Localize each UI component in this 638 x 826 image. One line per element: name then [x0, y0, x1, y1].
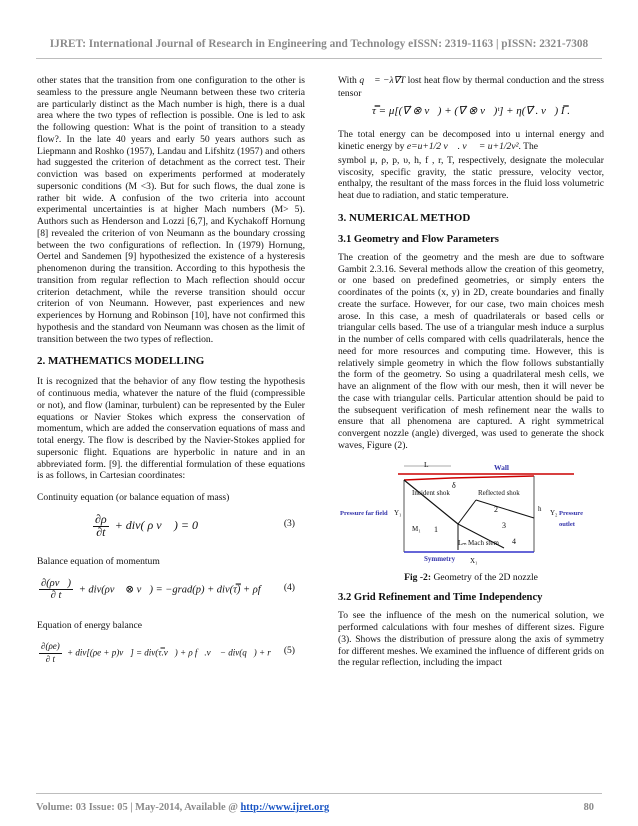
fig-outlet: Pressure outlet	[559, 509, 583, 529]
section-3-heading: 3. NUMERICAL METHOD	[338, 211, 471, 224]
fig-wall: Wall	[494, 462, 510, 472]
fig-L: L	[424, 459, 429, 469]
momentum-equation: $\frac{\partial(\rho v⃗)}{\partial t}$ + div(ρv⃗ ⊗ v⃗) = −grad(p) + div(τ̿) + ρf⃗ (4)	[41, 577, 295, 602]
footer-rule	[36, 793, 602, 794]
fig-region-3: 3	[502, 520, 506, 530]
figure-caption-text: Geometry of the 2D nozzle	[431, 571, 538, 583]
fig-y1: Y₁	[394, 508, 402, 517]
nozzle-figure	[340, 459, 586, 566]
section-2-paragraph: It is recognized that the behavior of any flow testing the hypothesis of continuous media, whatever the nature of the fluid (compressible or not), and flow (laminar, turbulent) can be represented by the Euler equations or Navier Stokes which express the conservation of momentum, which are added the conservation equations of mass and total energy. The flow is described by the Navier-Stokes applied for supersonic flight. Equations are hyperbolic in nature and in an abbreviated form. [9]. the differential formulation of these equations is as follows, in Cartesian coordinates:	[37, 376, 305, 482]
section-3-2-heading: 3.2 Grid Refinement and Time Independency	[338, 592, 543, 604]
heat-flow-text: With q⃗ = −λ∇⃗T lost heat flow by thermal conduction and the stress tensor	[338, 75, 604, 99]
page-footer	[36, 802, 602, 813]
figure-caption-label: Fig -2:	[404, 571, 432, 583]
fig-x1: X₁	[470, 556, 478, 565]
fig-lm: Lₘ	[458, 538, 467, 547]
section-3-1-heading: 3.1 Geometry and Flow Parameters	[338, 233, 499, 245]
fig-region-4: 4	[512, 536, 516, 546]
fig-region-1: 1	[434, 524, 438, 534]
left-column	[37, 75, 305, 683]
fig-symmetry: Symmetry	[424, 554, 456, 563]
fig-delta: δ	[452, 480, 456, 490]
page-number: 80	[583, 802, 594, 813]
eq4-number: (4)	[283, 581, 295, 593]
section-2-heading: 2. MATHEMATICS MODELLING	[37, 355, 205, 368]
footer-text: Volume: 03 Issue: 05 | May-2014, Available @	[36, 802, 241, 813]
eq3-number: (3)	[283, 517, 295, 529]
intro-paragraph: other states that the transition from one configuration to the other is seamless to the pressure angle Neumann between these two criteria are particularly distinct as the Mach number is high, there is a dual area where the two types of reflection is possible. One is led to ask the following question: What is the point of transition to a steady flow?. In the late 40 years and early 50 years authors such as Liepmann and Roshko (1957), Landau and Lifshitz (1957) and others had suggested the criterion of detachment as the correct test. Their conviction was based on experiments performed at moderately supersonic conditions (M <3). But for such flows, the dual zone is rather bit wide. A confusion of the two criteria into account experimental uncertainties is at higher Mach numbers (M> 5). Authors such as Henderson and Lozzi [6,7], and Kychakoff Hornung [8] revealed the criterion of von Neumann as the boundary crossing between the two configurations of reflection. In (1979) Hornung, Oertel and Sandemen [9] hypothesized the existence of a hysteresis phenomenon during the transition. According to this hypothesis the transition from regular reflection to Mach reflection should occur criterion detachment, while the reverse transition should occur criterion of von Neumann. However, past experiences and new experiences by Hornung and Robinson [10], have not confirmed this hypothesis and the standard von Neumann was chosen as the limit of transition between the two types of reflection.	[37, 75, 305, 345]
energy-decomposition-text: The total energy can be decomposed into u internal energy and kinetic energy by e=u+1/2 v⃗ . v⃗ = u+1/2v². The	[338, 129, 604, 152]
energy-decomposition-b: . The	[518, 141, 539, 152]
fig-y2: Y₂	[550, 508, 558, 517]
right-column	[338, 75, 604, 679]
eq5-number: (5)	[283, 645, 295, 657]
heat-flow-desc: lost heat flow by thermal conduction and the stress tensor	[338, 75, 604, 99]
continuity-equation: $\frac{\partial\rho}{\partial t}$ + div( ρ v⃗ ) = 0 (3)	[95, 511, 295, 539]
energy-decomposition-a: The total energy can be decomposed into u internal energy and kinetic energy by	[338, 129, 604, 152]
fig-far-field: Pressure far field	[340, 509, 388, 517]
fig-m1: M₁	[412, 524, 421, 533]
section-3-1-paragraph: The creation of the geometry and the mesh are due to software Gambit 2.3.16. Several methods allow the creation of this geometry, or one based on predefined geometries, or simply enters the coordinates of the points (x, y) in 2D, create boundaries and finally create the surface. However, for our case, two main choices mesh arose. In this case, a mesh of quadrilaterals or based cells or triangular cells based. The use of a triangular mesh induce a surplus in the number of cells compared with cells quadrilaterals, hence the need for more resources and computing time. However, this is relatively simple geometry in which the flow follows substantially the form of the geometry. So using a quadrilateral mesh cells, we have an alignment of the flow with our mesh, then it will never be the case with triangular cells. Particular attention should be paid to the subsequent verification of mesh refinement near the walls to ensure that all phenomena are captured. A right symmetrical convergent nozzle (angle) diverged, was used to generate the shock waves, Figure (2).	[338, 251, 604, 451]
energy-equation: $\frac{\partial(\rho e)}{\partial t}$ + div[(ρe + p)v⃗] = div(τ̿.v⃗) + ρ f⃗.v⃗ − div(q⃗) + r (5)	[41, 641, 295, 664]
fig-mach-stem: Mach stem	[468, 538, 499, 547]
section-3-2-paragraph: To see the influence of the mesh on the numerical solution, we performed calculations with four meshes of different sizes. Figure (3). Shows the distribution of pressure along the axis of symmetry for different meshes. We examined the influence of different grids on the regular reflection, including the impact	[338, 610, 604, 669]
fig-reflected: Reflected shok	[478, 488, 520, 497]
journal-link[interactable]: http://www.ijret.org	[240, 802, 330, 813]
fig-incident: Incident shok	[412, 488, 450, 497]
symbols-paragraph: symbol μ, ρ, p, υ, h, f , r, T, respectively, designate the molecular viscosity, specific gravity, the static pressure, velocity vector, enthalpy, the resultant of the mass forces in the fluid loss volumetric heat due to radiation, and static temperature.	[338, 154, 604, 201]
with-label: With	[338, 75, 357, 86]
momentum-label: Balance equation of momentum	[37, 555, 160, 567]
figure-caption	[338, 572, 604, 584]
energy-label: Equation of energy balance	[37, 619, 143, 631]
continuity-label: Continuity equation (or balance equation of mass)	[37, 492, 230, 503]
fig-hmin: h	[538, 504, 542, 513]
stress-tensor-equation: τ̿ = μ[(∇⃗ ⊗ v⃗) + (∇⃗ ⊗ v⃗)ᵗ] + η(∇⃗ . v⃗) I̿ .	[371, 104, 571, 117]
fig-region-2: 2	[494, 504, 498, 514]
journal-header: IJRET: International Journal of Research in Engineering and Technology eISSN: 2319-1163 | pISSN: 2321-7308	[49, 38, 589, 50]
header-rule	[36, 58, 602, 59]
